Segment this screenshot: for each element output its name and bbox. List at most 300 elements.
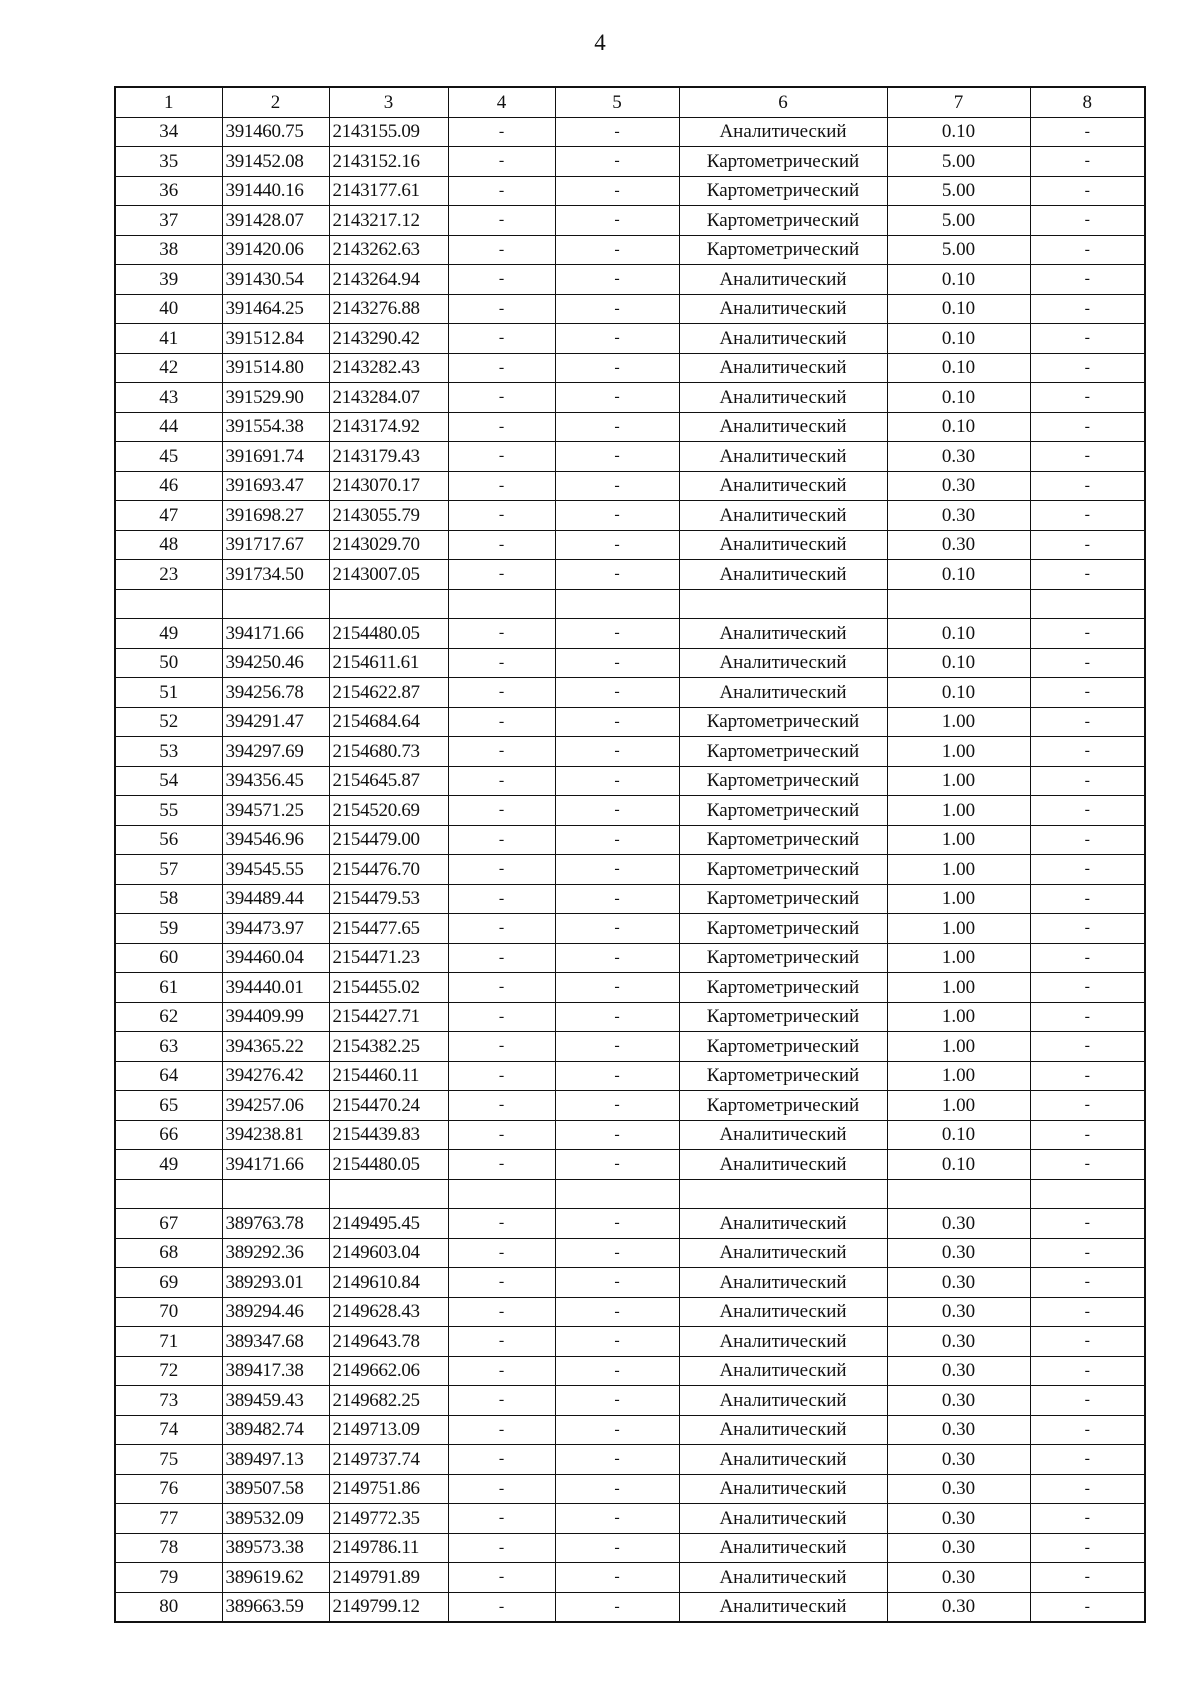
column-8-cell: - xyxy=(1030,707,1145,737)
column-5-cell: - xyxy=(555,1120,679,1150)
accuracy-cell: 0.30 xyxy=(887,442,1030,472)
y-coordinate-cell: 2154480.05 xyxy=(329,1150,448,1180)
point-number-cell: 42 xyxy=(115,353,222,383)
table-row xyxy=(115,1533,1145,1563)
accuracy-cell: 0.10 xyxy=(887,383,1030,413)
y-coordinate-cell: 2154460.11 xyxy=(329,1061,448,1091)
column-4-cell: - xyxy=(448,648,555,678)
page-number: 4 xyxy=(594,30,606,55)
method-cell: Аналитический xyxy=(679,1327,887,1357)
point-number-cell xyxy=(115,1179,222,1209)
method-cell: Картометрический xyxy=(679,1002,887,1032)
column-8-cell: - xyxy=(1030,1209,1145,1239)
column-5-cell: - xyxy=(555,1386,679,1416)
table-row xyxy=(115,383,1145,413)
y-coordinate-cell: 2143284.07 xyxy=(329,383,448,413)
accuracy-cell: 0.10 xyxy=(887,1120,1030,1150)
column-5-cell xyxy=(555,1179,679,1209)
coordinates-table xyxy=(114,86,1146,1623)
method-cell: Картометрический xyxy=(679,1091,887,1121)
x-coordinate-cell: 394250.46 xyxy=(222,648,329,678)
table-row xyxy=(115,707,1145,737)
method-cell: Картометрический xyxy=(679,1032,887,1062)
column-5-cell: - xyxy=(555,383,679,413)
column-4-cell: - xyxy=(448,1091,555,1121)
point-number-cell: 63 xyxy=(115,1032,222,1062)
table-row xyxy=(115,265,1145,295)
column-4-cell: - xyxy=(448,825,555,855)
point-number-cell: 47 xyxy=(115,501,222,531)
y-coordinate-cell: 2143282.43 xyxy=(329,353,448,383)
table-row xyxy=(115,1002,1145,1032)
method-cell: Аналитический xyxy=(679,1445,887,1475)
column-5-cell: - xyxy=(555,1445,679,1475)
column-header: 6 xyxy=(679,87,887,117)
column-5-cell: - xyxy=(555,324,679,354)
point-number-cell: 65 xyxy=(115,1091,222,1121)
column-8-cell: - xyxy=(1030,1415,1145,1445)
x-coordinate-cell: 394276.42 xyxy=(222,1061,329,1091)
x-coordinate-cell: 389619.62 xyxy=(222,1563,329,1593)
y-coordinate-cell: 2143070.17 xyxy=(329,471,448,501)
column-5-cell: - xyxy=(555,1268,679,1298)
column-5-cell: - xyxy=(555,501,679,531)
method-cell: Картометрический xyxy=(679,737,887,767)
column-4-cell: - xyxy=(448,1474,555,1504)
table-row xyxy=(115,442,1145,472)
column-8-cell: - xyxy=(1030,471,1145,501)
column-5-cell xyxy=(555,589,679,619)
column-5-cell: - xyxy=(555,737,679,767)
column-8-cell: - xyxy=(1030,176,1145,206)
column-4-cell: - xyxy=(448,530,555,560)
y-coordinate-cell: 2149713.09 xyxy=(329,1415,448,1445)
point-number-cell: 79 xyxy=(115,1563,222,1593)
column-5-cell: - xyxy=(555,884,679,914)
point-number-cell: 70 xyxy=(115,1297,222,1327)
column-4-cell: - xyxy=(448,973,555,1003)
column-4-cell: - xyxy=(448,206,555,236)
method-cell: Аналитический xyxy=(679,1533,887,1563)
column-8-cell: - xyxy=(1030,501,1145,531)
method-cell: Аналитический xyxy=(679,442,887,472)
point-number-cell: 72 xyxy=(115,1356,222,1386)
method-cell: Картометрический xyxy=(679,176,887,206)
point-number-cell: 44 xyxy=(115,412,222,442)
x-coordinate-cell: 389482.74 xyxy=(222,1415,329,1445)
y-coordinate-cell: 2154480.05 xyxy=(329,619,448,649)
accuracy-cell: 1.00 xyxy=(887,1061,1030,1091)
x-coordinate-cell: 391464.25 xyxy=(222,294,329,324)
column-8-cell: - xyxy=(1030,265,1145,295)
column-8-cell: - xyxy=(1030,1091,1145,1121)
x-coordinate-cell: 394356.45 xyxy=(222,766,329,796)
accuracy-cell: 0.10 xyxy=(887,117,1030,147)
column-5-cell: - xyxy=(555,471,679,501)
column-4-cell: - xyxy=(448,1209,555,1239)
y-coordinate-cell: 2143007.05 xyxy=(329,560,448,590)
method-cell: Картометрический xyxy=(679,235,887,265)
method-cell: Аналитический xyxy=(679,560,887,590)
x-coordinate-cell: 389294.46 xyxy=(222,1297,329,1327)
column-8-cell: - xyxy=(1030,1445,1145,1475)
column-8-cell: - xyxy=(1030,1356,1145,1386)
column-8-cell: - xyxy=(1030,619,1145,649)
column-8-cell: - xyxy=(1030,383,1145,413)
x-coordinate-cell: 394489.44 xyxy=(222,884,329,914)
column-8-cell: - xyxy=(1030,1592,1145,1622)
accuracy-cell: 0.10 xyxy=(887,294,1030,324)
x-coordinate-cell: 394546.96 xyxy=(222,825,329,855)
column-4-cell: - xyxy=(448,1032,555,1062)
column-5-cell: - xyxy=(555,796,679,826)
table-row xyxy=(115,648,1145,678)
y-coordinate-cell: 2154684.64 xyxy=(329,707,448,737)
table-row xyxy=(115,1356,1145,1386)
accuracy-cell: 1.00 xyxy=(887,855,1030,885)
column-4-cell: - xyxy=(448,383,555,413)
method-cell: Аналитический xyxy=(679,324,887,354)
method-cell: Аналитический xyxy=(679,1209,887,1239)
table-row xyxy=(115,117,1145,147)
column-8-cell: - xyxy=(1030,855,1145,885)
table-row xyxy=(115,1474,1145,1504)
column-5-cell: - xyxy=(555,1238,679,1268)
method-cell: Аналитический xyxy=(679,353,887,383)
y-coordinate-cell xyxy=(329,1179,448,1209)
column-5-cell: - xyxy=(555,294,679,324)
point-number-cell: 57 xyxy=(115,855,222,885)
column-4-cell: - xyxy=(448,737,555,767)
column-8-cell: - xyxy=(1030,1002,1145,1032)
table-row xyxy=(115,294,1145,324)
accuracy-cell: 5.00 xyxy=(887,235,1030,265)
x-coordinate-cell: 389532.09 xyxy=(222,1504,329,1534)
column-4-cell: - xyxy=(448,294,555,324)
point-number-cell: 41 xyxy=(115,324,222,354)
column-5-cell: - xyxy=(555,265,679,295)
point-number-cell: 78 xyxy=(115,1533,222,1563)
table-row xyxy=(115,1415,1145,1445)
y-coordinate-cell: 2143290.42 xyxy=(329,324,448,354)
accuracy-cell: 5.00 xyxy=(887,176,1030,206)
method-cell: Аналитический xyxy=(679,1120,887,1150)
x-coordinate-cell: 394171.66 xyxy=(222,1150,329,1180)
point-number-cell: 46 xyxy=(115,471,222,501)
point-number-cell: 76 xyxy=(115,1474,222,1504)
column-4-cell: - xyxy=(448,442,555,472)
method-cell: Аналитический xyxy=(679,1504,887,1534)
point-number-cell: 23 xyxy=(115,560,222,590)
column-8-cell: - xyxy=(1030,1061,1145,1091)
column-4-cell: - xyxy=(448,117,555,147)
point-number-cell: 40 xyxy=(115,294,222,324)
column-4-cell: - xyxy=(448,1297,555,1327)
column-header: 2 xyxy=(222,87,329,117)
column-header: 8 xyxy=(1030,87,1145,117)
column-8-cell: - xyxy=(1030,737,1145,767)
table-row xyxy=(115,766,1145,796)
x-coordinate-cell: 394291.47 xyxy=(222,707,329,737)
table-row xyxy=(115,235,1145,265)
column-5-cell: - xyxy=(555,1504,679,1534)
table-row xyxy=(115,1386,1145,1416)
column-4-cell: - xyxy=(448,324,555,354)
y-coordinate-cell: 2149603.04 xyxy=(329,1238,448,1268)
table-row xyxy=(115,884,1145,914)
column-header: 7 xyxy=(887,87,1030,117)
point-number-cell: 36 xyxy=(115,176,222,206)
column-5-cell: - xyxy=(555,1327,679,1357)
method-cell: Аналитический xyxy=(679,117,887,147)
column-4-cell: - xyxy=(448,1415,555,1445)
x-coordinate-cell: 391428.07 xyxy=(222,206,329,236)
table-row xyxy=(115,1504,1145,1534)
y-coordinate-cell: 2154455.02 xyxy=(329,973,448,1003)
column-5-cell: - xyxy=(555,117,679,147)
table-row xyxy=(115,1238,1145,1268)
table-row xyxy=(115,1120,1145,1150)
point-number-cell: 35 xyxy=(115,147,222,177)
x-coordinate-cell xyxy=(222,1179,329,1209)
table-row xyxy=(115,973,1145,1003)
column-5-cell: - xyxy=(555,442,679,472)
accuracy-cell: 1.00 xyxy=(887,884,1030,914)
y-coordinate-cell: 2154479.53 xyxy=(329,884,448,914)
accuracy-cell: 1.00 xyxy=(887,737,1030,767)
method-cell: Картометрический xyxy=(679,884,887,914)
point-number-cell: 58 xyxy=(115,884,222,914)
column-8-cell: - xyxy=(1030,796,1145,826)
column-8-cell: - xyxy=(1030,884,1145,914)
point-number-cell: 34 xyxy=(115,117,222,147)
point-number-cell: 64 xyxy=(115,1061,222,1091)
table-row xyxy=(115,914,1145,944)
column-8-cell: - xyxy=(1030,147,1145,177)
point-number-cell: 69 xyxy=(115,1268,222,1298)
y-coordinate-cell: 2149737.74 xyxy=(329,1445,448,1475)
point-number-cell: 74 xyxy=(115,1415,222,1445)
column-5-cell: - xyxy=(555,412,679,442)
column-5-cell: - xyxy=(555,530,679,560)
column-8-cell: - xyxy=(1030,1238,1145,1268)
column-4-cell: - xyxy=(448,560,555,590)
column-8-cell: - xyxy=(1030,1268,1145,1298)
y-coordinate-cell: 2154645.87 xyxy=(329,766,448,796)
y-coordinate-cell: 2154477.65 xyxy=(329,914,448,944)
column-8-cell: - xyxy=(1030,353,1145,383)
point-number-cell: 53 xyxy=(115,737,222,767)
x-coordinate-cell: 394297.69 xyxy=(222,737,329,767)
accuracy-cell: 0.30 xyxy=(887,1297,1030,1327)
column-4-cell: - xyxy=(448,471,555,501)
y-coordinate-cell: 2143055.79 xyxy=(329,501,448,531)
x-coordinate-cell: 389293.01 xyxy=(222,1268,329,1298)
y-coordinate-cell: 2154680.73 xyxy=(329,737,448,767)
column-5-cell: - xyxy=(555,353,679,383)
table-row xyxy=(115,324,1145,354)
column-4-cell: - xyxy=(448,766,555,796)
column-header: 4 xyxy=(448,87,555,117)
method-cell: Картометрический xyxy=(679,825,887,855)
method-cell: Аналитический xyxy=(679,1415,887,1445)
column-header: 3 xyxy=(329,87,448,117)
accuracy-cell: 0.10 xyxy=(887,324,1030,354)
method-cell: Аналитический xyxy=(679,1356,887,1386)
method-cell: Аналитический xyxy=(679,1150,887,1180)
accuracy-cell: 0.30 xyxy=(887,1563,1030,1593)
point-number-cell: 39 xyxy=(115,265,222,295)
method-cell: Картометрический xyxy=(679,766,887,796)
column-4-cell: - xyxy=(448,353,555,383)
y-coordinate-cell: 2149751.86 xyxy=(329,1474,448,1504)
point-number-cell: 61 xyxy=(115,973,222,1003)
column-4-cell: - xyxy=(448,501,555,531)
point-number-cell: 68 xyxy=(115,1238,222,1268)
column-4-cell: - xyxy=(448,1002,555,1032)
method-cell: Аналитический xyxy=(679,1297,887,1327)
method-cell xyxy=(679,1179,887,1209)
y-coordinate-cell xyxy=(329,589,448,619)
column-4-cell: - xyxy=(448,678,555,708)
method-cell: Картометрический xyxy=(679,147,887,177)
method-cell: Аналитический xyxy=(679,265,887,295)
table-row xyxy=(115,1209,1145,1239)
accuracy-cell: 0.30 xyxy=(887,1238,1030,1268)
column-5-cell: - xyxy=(555,1002,679,1032)
method-cell: Аналитический xyxy=(679,412,887,442)
point-number-cell: 48 xyxy=(115,530,222,560)
accuracy-cell: 0.30 xyxy=(887,1445,1030,1475)
accuracy-cell: 0.10 xyxy=(887,678,1030,708)
x-coordinate-cell: 389417.38 xyxy=(222,1356,329,1386)
column-4-cell xyxy=(448,1179,555,1209)
table-spacer-row xyxy=(115,1179,1145,1209)
x-coordinate-cell: 391440.16 xyxy=(222,176,329,206)
x-coordinate-cell: 389347.68 xyxy=(222,1327,329,1357)
column-8-cell: - xyxy=(1030,648,1145,678)
y-coordinate-cell: 2149786.11 xyxy=(329,1533,448,1563)
method-cell: Аналитический xyxy=(679,1474,887,1504)
y-coordinate-cell: 2154520.69 xyxy=(329,796,448,826)
accuracy-cell: 0.10 xyxy=(887,619,1030,649)
x-coordinate-cell: 389507.58 xyxy=(222,1474,329,1504)
column-8-cell: - xyxy=(1030,1327,1145,1357)
method-cell: Картометрический xyxy=(679,973,887,1003)
point-number-cell: 71 xyxy=(115,1327,222,1357)
x-coordinate-cell: 391717.67 xyxy=(222,530,329,560)
column-8-cell: - xyxy=(1030,560,1145,590)
column-8-cell: - xyxy=(1030,973,1145,1003)
accuracy-cell: 1.00 xyxy=(887,1091,1030,1121)
column-8-cell: - xyxy=(1030,1386,1145,1416)
accuracy-cell: 1.00 xyxy=(887,914,1030,944)
accuracy-cell: 0.10 xyxy=(887,560,1030,590)
column-5-cell: - xyxy=(555,678,679,708)
y-coordinate-cell: 2143262.63 xyxy=(329,235,448,265)
method-cell: Картометрический xyxy=(679,206,887,236)
method-cell: Аналитический xyxy=(679,1386,887,1416)
point-number-cell: 55 xyxy=(115,796,222,826)
x-coordinate-cell: 391734.50 xyxy=(222,560,329,590)
method-cell: Аналитический xyxy=(679,294,887,324)
y-coordinate-cell: 2154622.87 xyxy=(329,678,448,708)
column-8-cell: - xyxy=(1030,1504,1145,1534)
y-coordinate-cell: 2143177.61 xyxy=(329,176,448,206)
x-coordinate-cell: 394545.55 xyxy=(222,855,329,885)
column-5-cell: - xyxy=(555,1297,679,1327)
method-cell: Аналитический xyxy=(679,1592,887,1622)
method-cell: Аналитический xyxy=(679,1268,887,1298)
table-row xyxy=(115,1091,1145,1121)
column-8-cell: - xyxy=(1030,235,1145,265)
x-coordinate-cell: 389497.13 xyxy=(222,1445,329,1475)
y-coordinate-cell: 2143029.70 xyxy=(329,530,448,560)
column-4-cell: - xyxy=(448,796,555,826)
accuracy-cell: 5.00 xyxy=(887,206,1030,236)
x-coordinate-cell: 394571.25 xyxy=(222,796,329,826)
y-coordinate-cell: 2154471.23 xyxy=(329,943,448,973)
column-8-cell: - xyxy=(1030,1032,1145,1062)
column-4-cell: - xyxy=(448,1592,555,1622)
accuracy-cell: 5.00 xyxy=(887,147,1030,177)
table-row xyxy=(115,678,1145,708)
column-5-cell: - xyxy=(555,973,679,1003)
table-row xyxy=(115,1032,1145,1062)
accuracy-cell: 0.30 xyxy=(887,1356,1030,1386)
column-4-cell: - xyxy=(448,884,555,914)
column-5-cell: - xyxy=(555,1150,679,1180)
accuracy-cell: 0.10 xyxy=(887,353,1030,383)
column-5-cell: - xyxy=(555,1415,679,1445)
point-number-cell: 77 xyxy=(115,1504,222,1534)
x-coordinate-cell: 394440.01 xyxy=(222,973,329,1003)
accuracy-cell: 1.00 xyxy=(887,825,1030,855)
column-5-cell: - xyxy=(555,914,679,944)
table-row xyxy=(115,412,1145,442)
y-coordinate-cell: 2149495.45 xyxy=(329,1209,448,1239)
column-5-cell: - xyxy=(555,1356,679,1386)
column-4-cell: - xyxy=(448,1504,555,1534)
accuracy-cell xyxy=(887,589,1030,619)
table-row xyxy=(115,471,1145,501)
point-number-cell: 52 xyxy=(115,707,222,737)
table-row xyxy=(115,1061,1145,1091)
table-row xyxy=(115,943,1145,973)
y-coordinate-cell: 2149791.89 xyxy=(329,1563,448,1593)
x-coordinate-cell: 391698.27 xyxy=(222,501,329,531)
column-4-cell: - xyxy=(448,235,555,265)
y-coordinate-cell: 2149682.25 xyxy=(329,1386,448,1416)
x-coordinate-cell: 389459.43 xyxy=(222,1386,329,1416)
method-cell: Аналитический xyxy=(679,501,887,531)
point-number-cell: 49 xyxy=(115,1150,222,1180)
column-5-cell: - xyxy=(555,1091,679,1121)
y-coordinate-cell: 2143174.92 xyxy=(329,412,448,442)
method-cell: Аналитический xyxy=(679,530,887,560)
table-row xyxy=(115,825,1145,855)
column-8-cell: - xyxy=(1030,530,1145,560)
accuracy-cell: 0.10 xyxy=(887,265,1030,295)
column-5-cell: - xyxy=(555,1592,679,1622)
method-cell: Аналитический xyxy=(679,678,887,708)
column-4-cell: - xyxy=(448,914,555,944)
x-coordinate-cell: 391514.80 xyxy=(222,353,329,383)
column-5-cell: - xyxy=(555,943,679,973)
accuracy-cell: 0.30 xyxy=(887,471,1030,501)
x-coordinate-cell: 389292.36 xyxy=(222,1238,329,1268)
y-coordinate-cell: 2143152.16 xyxy=(329,147,448,177)
